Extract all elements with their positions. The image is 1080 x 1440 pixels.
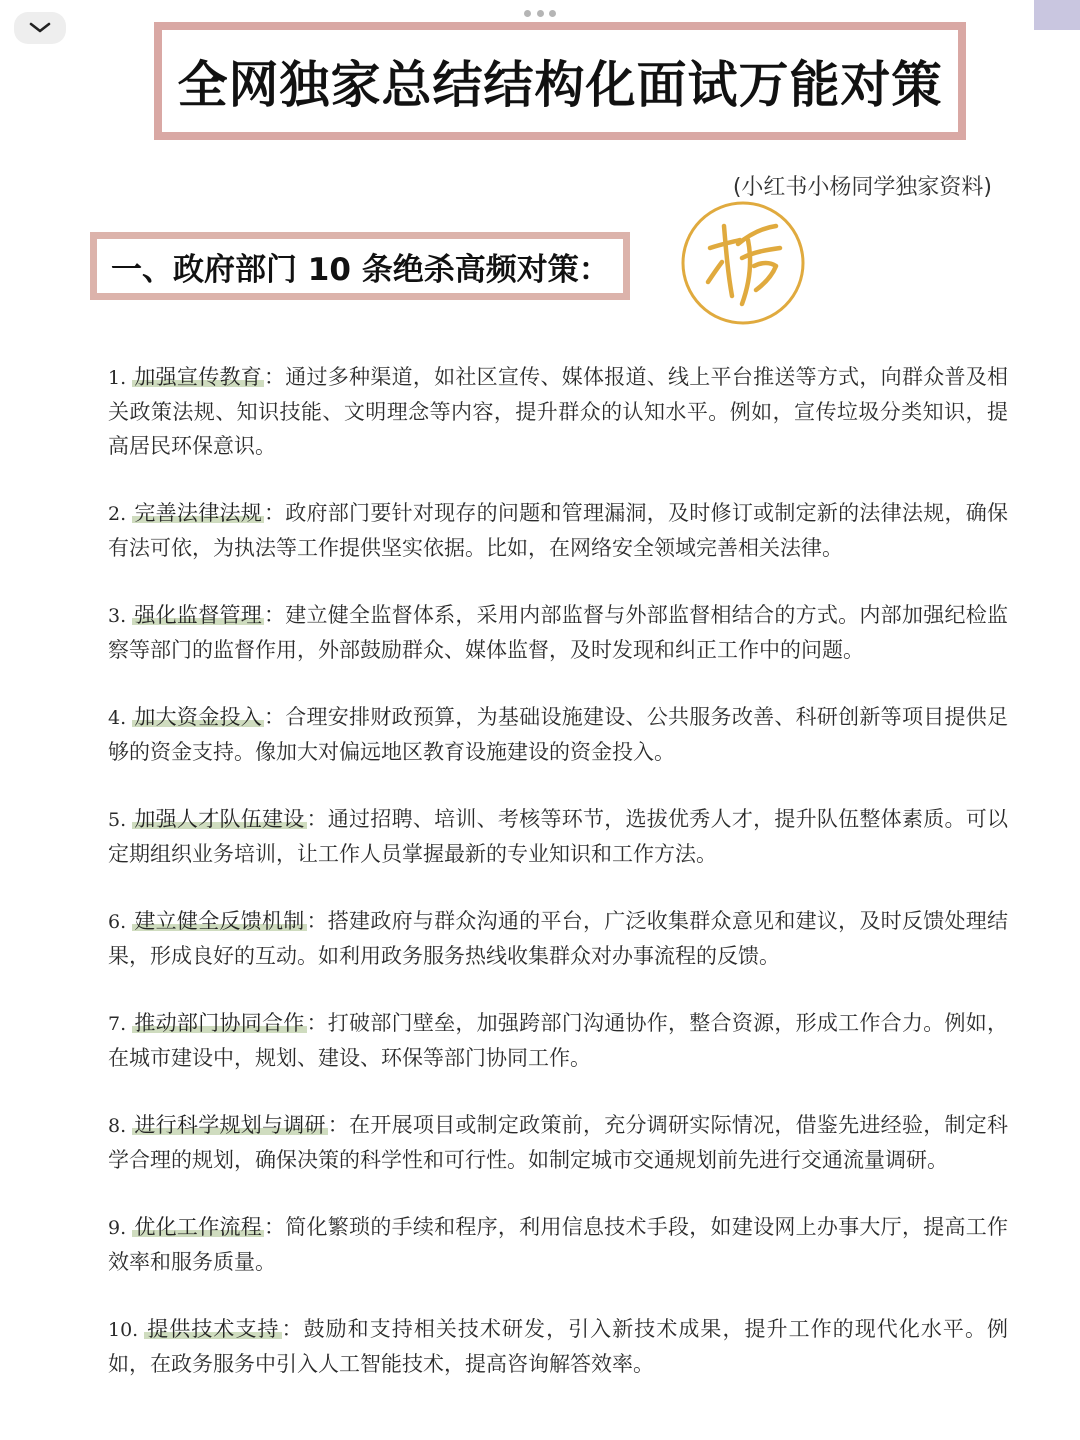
item-text: ：简化繁琐的手续和程序，利用信息技术手段，如建设网上办事大厅，提高工作效率和服务质量。 [108, 1215, 1009, 1274]
list-item [108, 700, 1008, 769]
more-dots-icon[interactable] [524, 8, 556, 18]
item-number: 5. [108, 809, 127, 831]
list-item [108, 360, 1008, 463]
item-number: 3. [108, 605, 127, 627]
item-text: ：搭建政府与群众沟通的平台，广泛收集群众意见和建议，及时反馈处理结果，形成良好的互动。如利用政务服务热线收集群众对办事流程的反馈。 [108, 909, 1009, 968]
item-keyword: 提供技术支持 [146, 1317, 280, 1341]
item-text: ：在开展项目或制定政策前，充分调研实际情况，借鉴先进经验，制定科学合理的规划，确保决策的科学性和可行性。如制定城市交通规划前先进行交通流量调研。 [108, 1113, 1009, 1172]
list-item [108, 496, 1008, 565]
item-number: 6. [108, 911, 127, 933]
corner-thumbnail[interactable] [1034, 0, 1080, 30]
dot [549, 10, 556, 17]
strategy-list [108, 360, 1008, 1414]
item-number: 10. [108, 1319, 139, 1341]
list-item [108, 598, 1008, 667]
item-keyword: 推动部门协同合作 [134, 1011, 305, 1035]
item-number: 7. [108, 1013, 127, 1035]
item-keyword: 强化监督管理 [134, 603, 262, 627]
dot [537, 10, 544, 17]
section-title: 一、政府部门 10 条绝杀高频对策： [111, 251, 610, 288]
chevron-down-icon [29, 22, 51, 34]
item-number: 8. [108, 1115, 127, 1137]
list-item [108, 1006, 1008, 1075]
item-number: 1. [108, 367, 127, 389]
item-text: ：建立健全监督体系，采用内部监督与外部监督相结合的方式。内部加强纪检监察等部门的监督作用，外部鼓励群众、媒体监督，及时发现和纠正工作中的问题。 [108, 603, 1009, 662]
item-keyword: 优化工作流程 [134, 1215, 262, 1239]
item-text: ：打破部门壁垒，加强跨部门沟通协作，整合资源，形成工作合力。例如，在城市建设中，规划、建设、环保等部门协同工作。 [108, 1011, 1009, 1070]
item-number: 4. [108, 707, 127, 729]
item-number: 9. [108, 1217, 127, 1239]
item-text: ：通过多种渠道，如社区宣传、媒体报道、线上平台推送等方式，向群众普及相关政策法规、知识技能、文明理念等内容，提升群众的认知水平。例如，宣传垃圾分类知识，提高居民环保意识。 [108, 365, 1009, 458]
list-item [108, 1210, 1008, 1279]
collapse-button[interactable] [14, 12, 66, 44]
list-item [108, 802, 1008, 871]
item-text: ：通过招聘、培训、考核等环节，选拔优秀人才，提升队伍整体素质。可以定期组织业务培训，让工作人员掌握最新的专业知识和工作方法。 [108, 807, 1009, 866]
item-number: 2. [108, 503, 127, 525]
item-keyword: 加强人才队伍建设 [134, 807, 305, 831]
item-keyword: 完善法律法规 [134, 501, 262, 525]
title-box [154, 22, 966, 140]
list-item [108, 904, 1008, 973]
signature-seal-icon [680, 200, 806, 326]
dot [524, 10, 531, 17]
item-keyword: 建立健全反馈机制 [134, 909, 305, 933]
item-text: ：政府部门要针对现存的问题和管理漏洞，及时修订或制定新的法律法规，确保有法可依，为执法等工作提供坚实依据。比如，在网络安全领域完善相关法律。 [108, 501, 1009, 560]
item-keyword: 加大资金投入 [134, 705, 262, 729]
list-item [108, 1312, 1008, 1381]
item-keyword: 加强宣传教育 [134, 365, 262, 389]
section-header-box [90, 232, 630, 300]
source-note: (小红书小杨同学独家资料) [732, 175, 992, 200]
page-title: 全网独家总结结构化面试万能对策 [177, 56, 943, 114]
item-text: ：合理安排财政预算，为基础设施建设、公共服务改善、科研创新等项目提供足够的资金支持。像加大对偏远地区教育设施建设的资金投入。 [108, 705, 1009, 764]
item-keyword: 进行科学规划与调研 [134, 1113, 326, 1137]
item-text: ：鼓励和支持相关技术研发，引入新技术成果，提升工作的现代化水平。例如，在政务服务中引入人工智能技术，提高咨询解答效率。 [108, 1317, 1009, 1376]
list-item [108, 1108, 1008, 1177]
